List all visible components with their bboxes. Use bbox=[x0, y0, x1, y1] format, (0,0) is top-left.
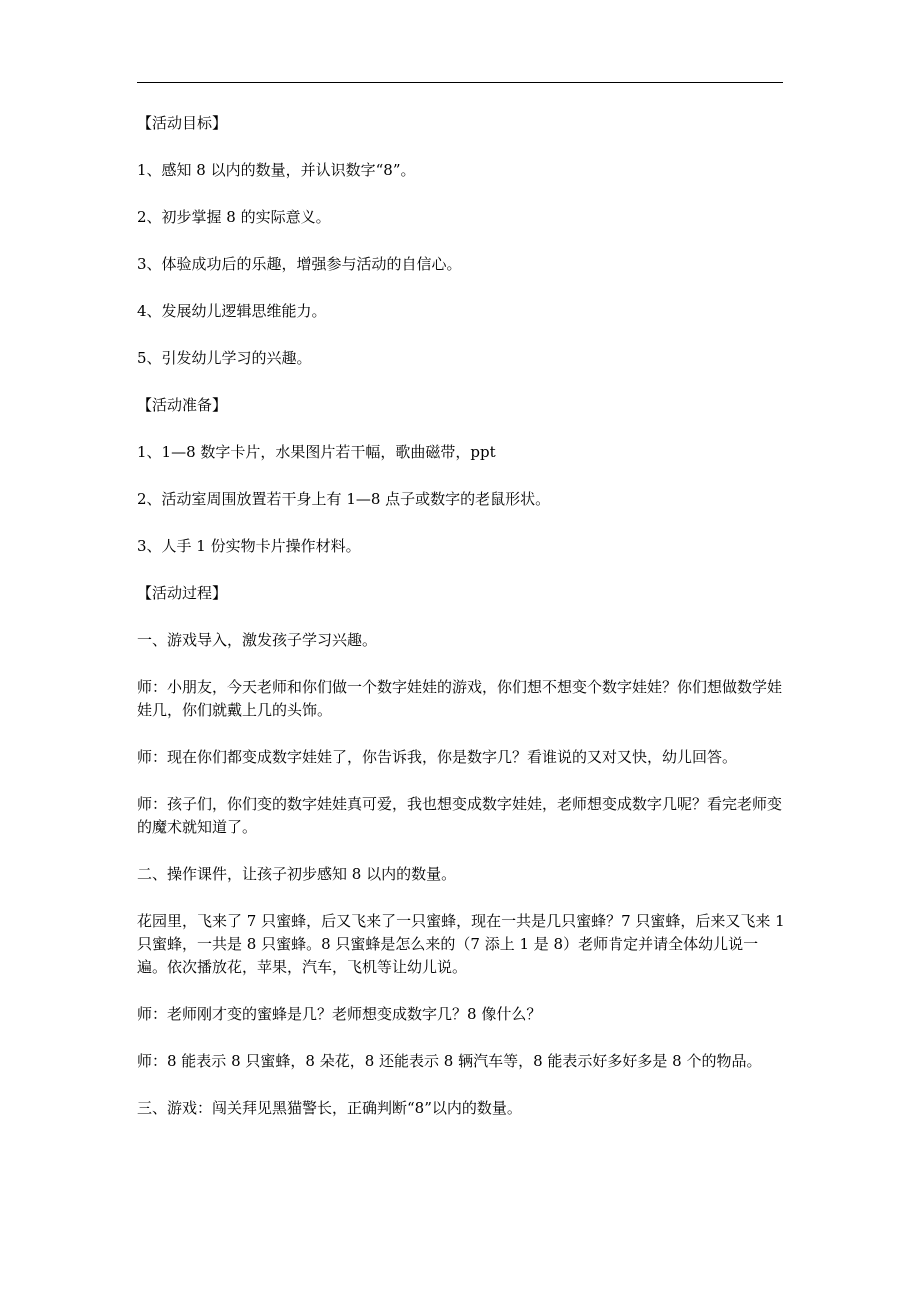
preparation-item-2: 2、活动室周围放置若干身上有 1—8 点子或数字的老鼠形状。 bbox=[137, 490, 551, 508]
process-paragraph: 师：现在你们都变成数字娃娃了，你告诉我，你是数字几？看谁说的又对又快，幼儿回答。 bbox=[137, 748, 738, 766]
process-paragraph: 师：孩子们，你们变的数字娃娃真可爱，我也想变成数字娃娃，老师想变成数字几呢？看完老师变的魔术就知道了。 bbox=[137, 795, 783, 836]
process-paragraph: 师：8 能表示 8 只蜜蜂，8 朵花，8 还能表示 8 辆汽车等，8 能表示好多好多是 8 个的物品。 bbox=[137, 1052, 762, 1070]
preparation-item-1: 1、1—8 数字卡片，水果图片若干幅，歌曲磁带，ppt bbox=[137, 443, 496, 461]
process-paragraph: 师：老师刚才变的蜜蜂是几？老师想变成数字几？8 像什么？ bbox=[137, 1005, 542, 1023]
header-rule bbox=[137, 82, 783, 83]
goal-item-3: 3、体验成功后的乐趣，增强参与活动的自信心。 bbox=[137, 255, 462, 273]
section-heading-process: 【活动过程】 bbox=[137, 584, 228, 602]
process-step-3-title: 三、游戏：闯关拜见黑猫警长，正确判断“8”以内的数量。 bbox=[137, 1099, 522, 1117]
goal-item-4: 4、发展幼儿逻辑思维能力。 bbox=[137, 302, 327, 320]
process-paragraph: 师：小朋友，今天老师和你们做一个数字娃娃的游戏，你们想不想变个数字娃娃？你们想做数学娃娃几，你们就戴上几的头饰。 bbox=[137, 678, 783, 719]
process-step-2-title: 二、操作课件，让孩子初步感知 8 以内的数量。 bbox=[137, 865, 457, 883]
goal-item-1: 1、感知 8 以内的数量，并认识数字“8”。 bbox=[137, 161, 416, 179]
goal-item-2: 2、初步掌握 8 的实际意义。 bbox=[137, 208, 331, 226]
goal-item-5: 5、引发幼儿学习的兴趣。 bbox=[137, 349, 312, 367]
process-step-1-title: 一、游戏导入，激发孩子学习兴趣。 bbox=[137, 631, 378, 649]
process-paragraph: 花园里，飞来了 7 只蜜蜂，后又飞来了一只蜜蜂，现在一共是几只蜜蜂？7 只蜜蜂，后来又飞来 1 只蜜蜂，一共是 8 只蜜蜂。8 只蜜蜂是怎么来的（7 添上 1 是 8）老师肯定并请全体幼儿说一遍。依次播放花，苹果，汽车，飞机等让幼儿说。 bbox=[137, 912, 790, 976]
section-heading-preparation: 【活动准备】 bbox=[137, 396, 228, 414]
preparation-item-3: 3、人手 1 份实物卡片操作材料。 bbox=[137, 537, 361, 555]
document-body bbox=[137, 112, 790, 1144]
section-heading-goals: 【活动目标】 bbox=[137, 114, 228, 132]
